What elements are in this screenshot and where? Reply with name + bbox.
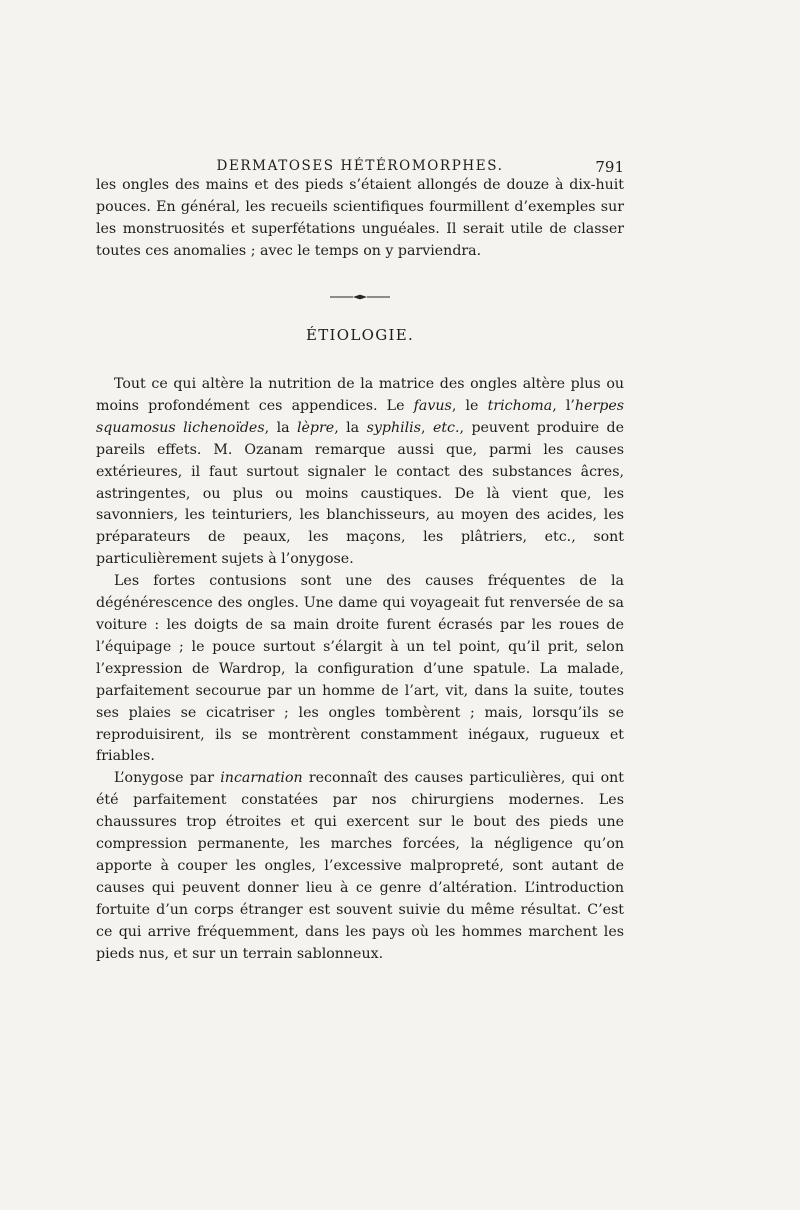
text-run: , la	[264, 419, 297, 436]
text-run: Tout ce qui altère la nutrition de la matrice des ongles altère plus ou moins profondément ces appendices. Le	[96, 376, 624, 414]
italic-term: herpes squamosus lichenoïdes	[96, 397, 624, 436]
italic-term: etc.	[432, 419, 460, 436]
text-run: , la	[334, 419, 367, 436]
italic-term: trichoma	[487, 397, 553, 414]
text-run: ,	[421, 419, 433, 436]
ornamental-rule	[330, 294, 390, 300]
text-run: , l’	[552, 397, 575, 414]
intro-text	[96, 175, 624, 263]
text-run: reconnaît des causes particulières, qui ont été parfaitement constatées par nos chirurgiens modernes. Les chaussures trop étroites et qui exercent sur le bout des pieds une compression permanente, les marches forcées, la négligence qu’on apporte à couper les ongles, l’excessive malpropreté, sont autant de causes qui peuvent donner lieu à ce genre d’altération. L’introduction fortuite d’un corps étranger est souvent suivie du même résultat. C’est ce qui arrive fréquemment, dans les pays où les hommes marchent les pieds nus, et sur un terrain sablonneux.	[96, 770, 624, 962]
italic-term: incarnation	[220, 770, 303, 787]
paragraph: les ongles des mains et des pieds s’étaient allongés de douze à dix-huit pouces. En général, les recueils scientifiques fourmillent d’exemples sur les monstruosités et superfétations unguéales. Il serait utile de classer toutes ces anomalies ; avec le temps on y parviendra.	[96, 177, 624, 259]
page-number: 791	[595, 158, 624, 176]
running-title: DERMATOSES HÉTÉROMORPHES.	[216, 158, 504, 174]
italic-term: lèpre	[297, 419, 335, 436]
italic-term: syphilis	[366, 419, 421, 436]
italic-term: favus	[413, 397, 452, 414]
paragraph	[96, 768, 624, 965]
paragraph	[96, 374, 624, 571]
text-run: , le	[451, 397, 488, 414]
text-run: , peuvent produire de pareils effets. M. Ozanam remarque aussi que, parmi les causes extérieures, il faut surtout signaler le contact des substances âcres, astringentes, ou plus ou moins caustiques. De là vient que, les savonniers, les teinturiers, les blanchisseurs, au moyen des acides, les préparateurs de peaux, les maçons, les plâtriers, etc., sont particulièrement sujets à l’onygose.	[96, 419, 624, 568]
text-run: L’onygose par	[114, 770, 221, 787]
paragraph: Les fortes contusions sont une des causes fréquentes de la dégénérescence des ongles. Une dame qui voyageait fut renversée de sa voiture : les doigts de sa main droite furent écrasés par les roues de l’équipage ; le pouce surtout s’élargit à un tel point, qu’il prit, selon l’expression de Wardrop, la configuration d’une spatule. La malade, parfaitement secourue par un homme de l’art, vit, dans la suite, toutes ses plaies se cicatriser ; les ongles tombèrent ; mais, lorsqu’ils se reproduisirent, ils se montrèrent constamment inégaux, rugueux et friables.	[96, 573, 624, 765]
section-heading: ÉTIOLOGIE.	[305, 326, 415, 344]
section-body	[96, 374, 624, 965]
